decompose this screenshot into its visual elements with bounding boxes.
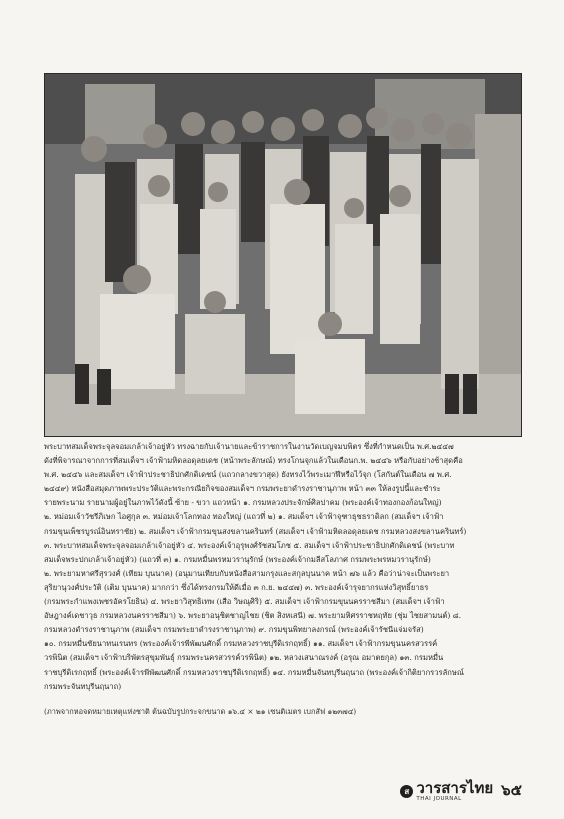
- caption-line: รายพระนาม รายนามผู้อยู่ในภาพไว้ดังนี้ ซ้าย - ขวา แถวหน้า ๑. กรมหลวงประจักษ์ศิลปาคม (พระองค์เจ้าทองกองก้อนใหญ่): [44, 498, 442, 508]
- caption-line: (กรมพระกำแพงเพชรอัครโยธิน) ๔. พระยาวิสุทธิเทพ (เสือ วิษณุศิริ) ๕. สมเด็จฯ เจ้าฟ้ากรมขุนนครราชสีมา (สมเด็จฯ เจ้าฟ้า: [44, 597, 445, 607]
- caption-line: ๓. พระบาทสมเด็จพระจุลจอมเกล้าเจ้าอยู่หัว ๔. พระองค์เจ้าอุรุพงศ์รัชสมโภช ๕. สมเด็จฯ เจ้าฟ้าประชาธิปกศักดิเดชน์ (พระบาท: [44, 540, 455, 550]
- caption-line: ๒๔๔๙) หนังสือสมุดภาพพระประวัติและพระกรณียกิจของสมเด็จฯ กรมพระยาดำรงราชานุภาพ หน้า ๓๓ ให้ลงรูปนี้และชำระ: [44, 484, 441, 494]
- caption-line: กรมหลวงดำรงราชานุภาพ (สมเด็จฯ กรมพระยาดำรงราชานุภาพ) ๙. กรมขุนพิทยาลงกรณ์ (พระองค์เจ้ารัชนีแจ่มจรัส): [44, 625, 424, 635]
- page-number: ๖๕: [501, 781, 522, 799]
- page-footer: [400, 772, 522, 802]
- caption-line: พระบาทสมเด็จพระจุลจอมเกล้าเจ้าอยู่หัว ทรงฉายกับเจ้านายและข้าราชการในงานวัดเบญจมบพิตร ซึ่งที่กำหนดเป็น พ.ศ.๒๔๔๗: [44, 442, 454, 451]
- caption-line: กรมขุนเพ็ชรบูรณ์อินทราชัย) ๒. สมเด็จฯ เจ้าฟ้ากรมขุนสงขลานครินทร์ (สมเด็จฯ เจ้าฟ้ามหิดลอดุลยเดช กรมหลวงสงขลานครินทร์): [44, 526, 467, 536]
- caption-line: ๑๐. กรมหมื่นชัยนาทนเรนทร (พระองค์เจ้ารพีพัฒนศักดิ์ กรมหลวงราชบุรีดิเรกฤทธิ์) ๑๑. สมเด็จฯ เจ้าฟ้ากรมขุนนครสวรรค์: [44, 639, 438, 649]
- journal-name-thai: วารสารไทย: [416, 778, 494, 797]
- caption-line: สุริยานุวงศ์ประวัติ (เติม บุนนาค) มากกว่า ซึ่งได้ทรงกรมให้ดีเมื่อ ๓ ก.ย. ๒๔๔๗) ๓. พระองค์เจ้ารุจยากรแห่งวิสุทธิ์ยาธร: [44, 582, 429, 592]
- caption-line: ๒. พระยามหาศรีสุรวงศ์ (เทียม บุนนาค) (อนุมานเทียบกับหนังสือสามกรุงและสกุลบุนนาค หน้า ๗๖ แล้ว คือว่าน่าจะเป็นพระยา: [44, 568, 450, 578]
- caption-line: วรพินิต (สมเด็จฯ เจ้าฟ้าบริพัตรสุขุมพันธุ์ กรมพระนครสวรรค์วรพินิต) ๑๒. หลวงเสนาณรงค์ (อรุณ อมาตยกุล) ๑๓. กรมหมื่น: [44, 653, 444, 663]
- historical-group-photo: [44, 73, 522, 437]
- caption-line: อัษฎางค์เดชาวุธ กรมหลวงนครราชสีมา) ๖. พระยาอนุชิตชาญไชย (ชิต สิงหเสนี) ๗. พระยามหิศรราชหฤทัย (ชุ่ม ไชยสามนต์) ๘.: [44, 611, 462, 621]
- caption-line: ๒. หม่อมเจ้าวัชรีภิเษก ไอศูกุล ๓. หม่อมเจ้าโลกทอง ทองใหญ่ (แถวที่ ๒) ๑. สมเด็จฯ เจ้าฟ้าจุฑาธุชธราดิลก (สมเด็จฯ เจ้าฟ้า: [44, 512, 444, 522]
- caption-line: สมเด็จพระปกเกล้าเจ้าอยู่หัว) (แถวที่ ๓) ๑. กรมหมื่นพรหมวรานุรักษ์ (พระองค์เจ้ากมลีสโลภาศ กรมพระพรหมวรานุรักษ์): [44, 554, 431, 564]
- journal-logo: [400, 778, 494, 803]
- caption-line: ดังที่พิจารณาจากการที่สมเด็จฯ เจ้าฟ้ามหิดลอดุลยเดช (หน้าพระลักษณ์) ทรงโกนจุกแล้วในเดือนก.พ. ๒๔๔๖ หรือกับอย่างช้าสุดคือ: [44, 456, 463, 466]
- caption-line: กรมพระจันทบุรีนฤนาถ): [44, 681, 122, 691]
- journal-name-english: THAI JOURNAL: [416, 795, 462, 802]
- group-photo-illustration: [45, 74, 521, 436]
- photo-caption: [44, 440, 520, 694]
- journal-logo-text: [416, 778, 494, 803]
- photo-source-note: (ภาพจากหอจดหมายเหตุแห่งชาติ ต้นฉบับรูปกระจกขนาด ๑๖.๔ × ๒๑ เซนติเมตร เบกสัฟ ๑๒๓๗๔): [44, 707, 357, 716]
- caption-line: ราชบุรีดิเรกฤทธิ์ (พระองค์เจ้ารพีพัฒนศักดิ์ กรมหลวงราชบุรีดิเรกฤทธิ์) ๑๔. กรมหมื่นจันทบุรีนฤนาถ (พระองค์เจ้ากิติยากรวรลักษณ์: [44, 667, 464, 677]
- journal-logo-icon: ส: [400, 785, 413, 798]
- caption-line: พ.ศ. ๒๔๔๖ และสมเด็จฯ เจ้าฟ้าประชาธิปกศักดิเดชน์ (แถวกลางขวาสุด) ยังทรงไว้พระเมาฬีหรือไว้จุก (โสกันต์ในเดือน ๗ พ.ศ.: [44, 470, 452, 480]
